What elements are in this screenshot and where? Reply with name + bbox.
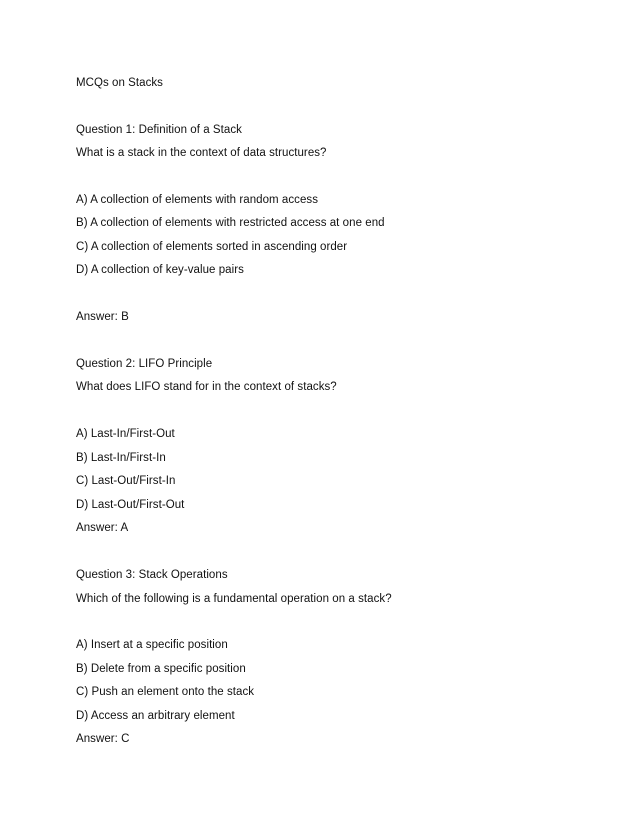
question-prompt: What is a stack in the context of data structures?	[76, 147, 327, 159]
answer: Answer: C	[76, 733, 130, 745]
question-heading: Question 2: LIFO Principle	[76, 358, 213, 370]
option-c: C) Push an element onto the stack	[76, 686, 255, 698]
option-c: C) Last-Out/First-In	[76, 475, 176, 487]
option-d: D) Access an arbitrary element	[76, 710, 235, 722]
option-b: B) Last-In/First-In	[76, 452, 166, 464]
question-heading: Question 3: Stack Operations	[76, 569, 228, 581]
option-c: C) A collection of elements sorted in ascending order	[76, 241, 348, 253]
option-b: B) Delete from a specific position	[76, 663, 246, 675]
document-title: MCQs on Stacks	[76, 77, 163, 89]
option-a: A) Insert at a specific position	[76, 639, 228, 651]
question-prompt: Which of the following is a fundamental operation on a stack?	[76, 593, 392, 605]
option-b: B) A collection of elements with restricted access at one end	[76, 217, 385, 229]
option-d: D) Last-Out/First-Out	[76, 499, 185, 511]
question-heading: Question 1: Definition of a Stack	[76, 124, 242, 136]
option-a: A) A collection of elements with random access	[76, 194, 318, 206]
option-a: A) Last-In/First-Out	[76, 428, 175, 440]
option-d: D) A collection of key-value pairs	[76, 264, 244, 276]
answer: Answer: A	[76, 522, 129, 534]
question-prompt: What does LIFO stand for in the context of stacks?	[76, 381, 337, 393]
answer: Answer: B	[76, 311, 129, 323]
